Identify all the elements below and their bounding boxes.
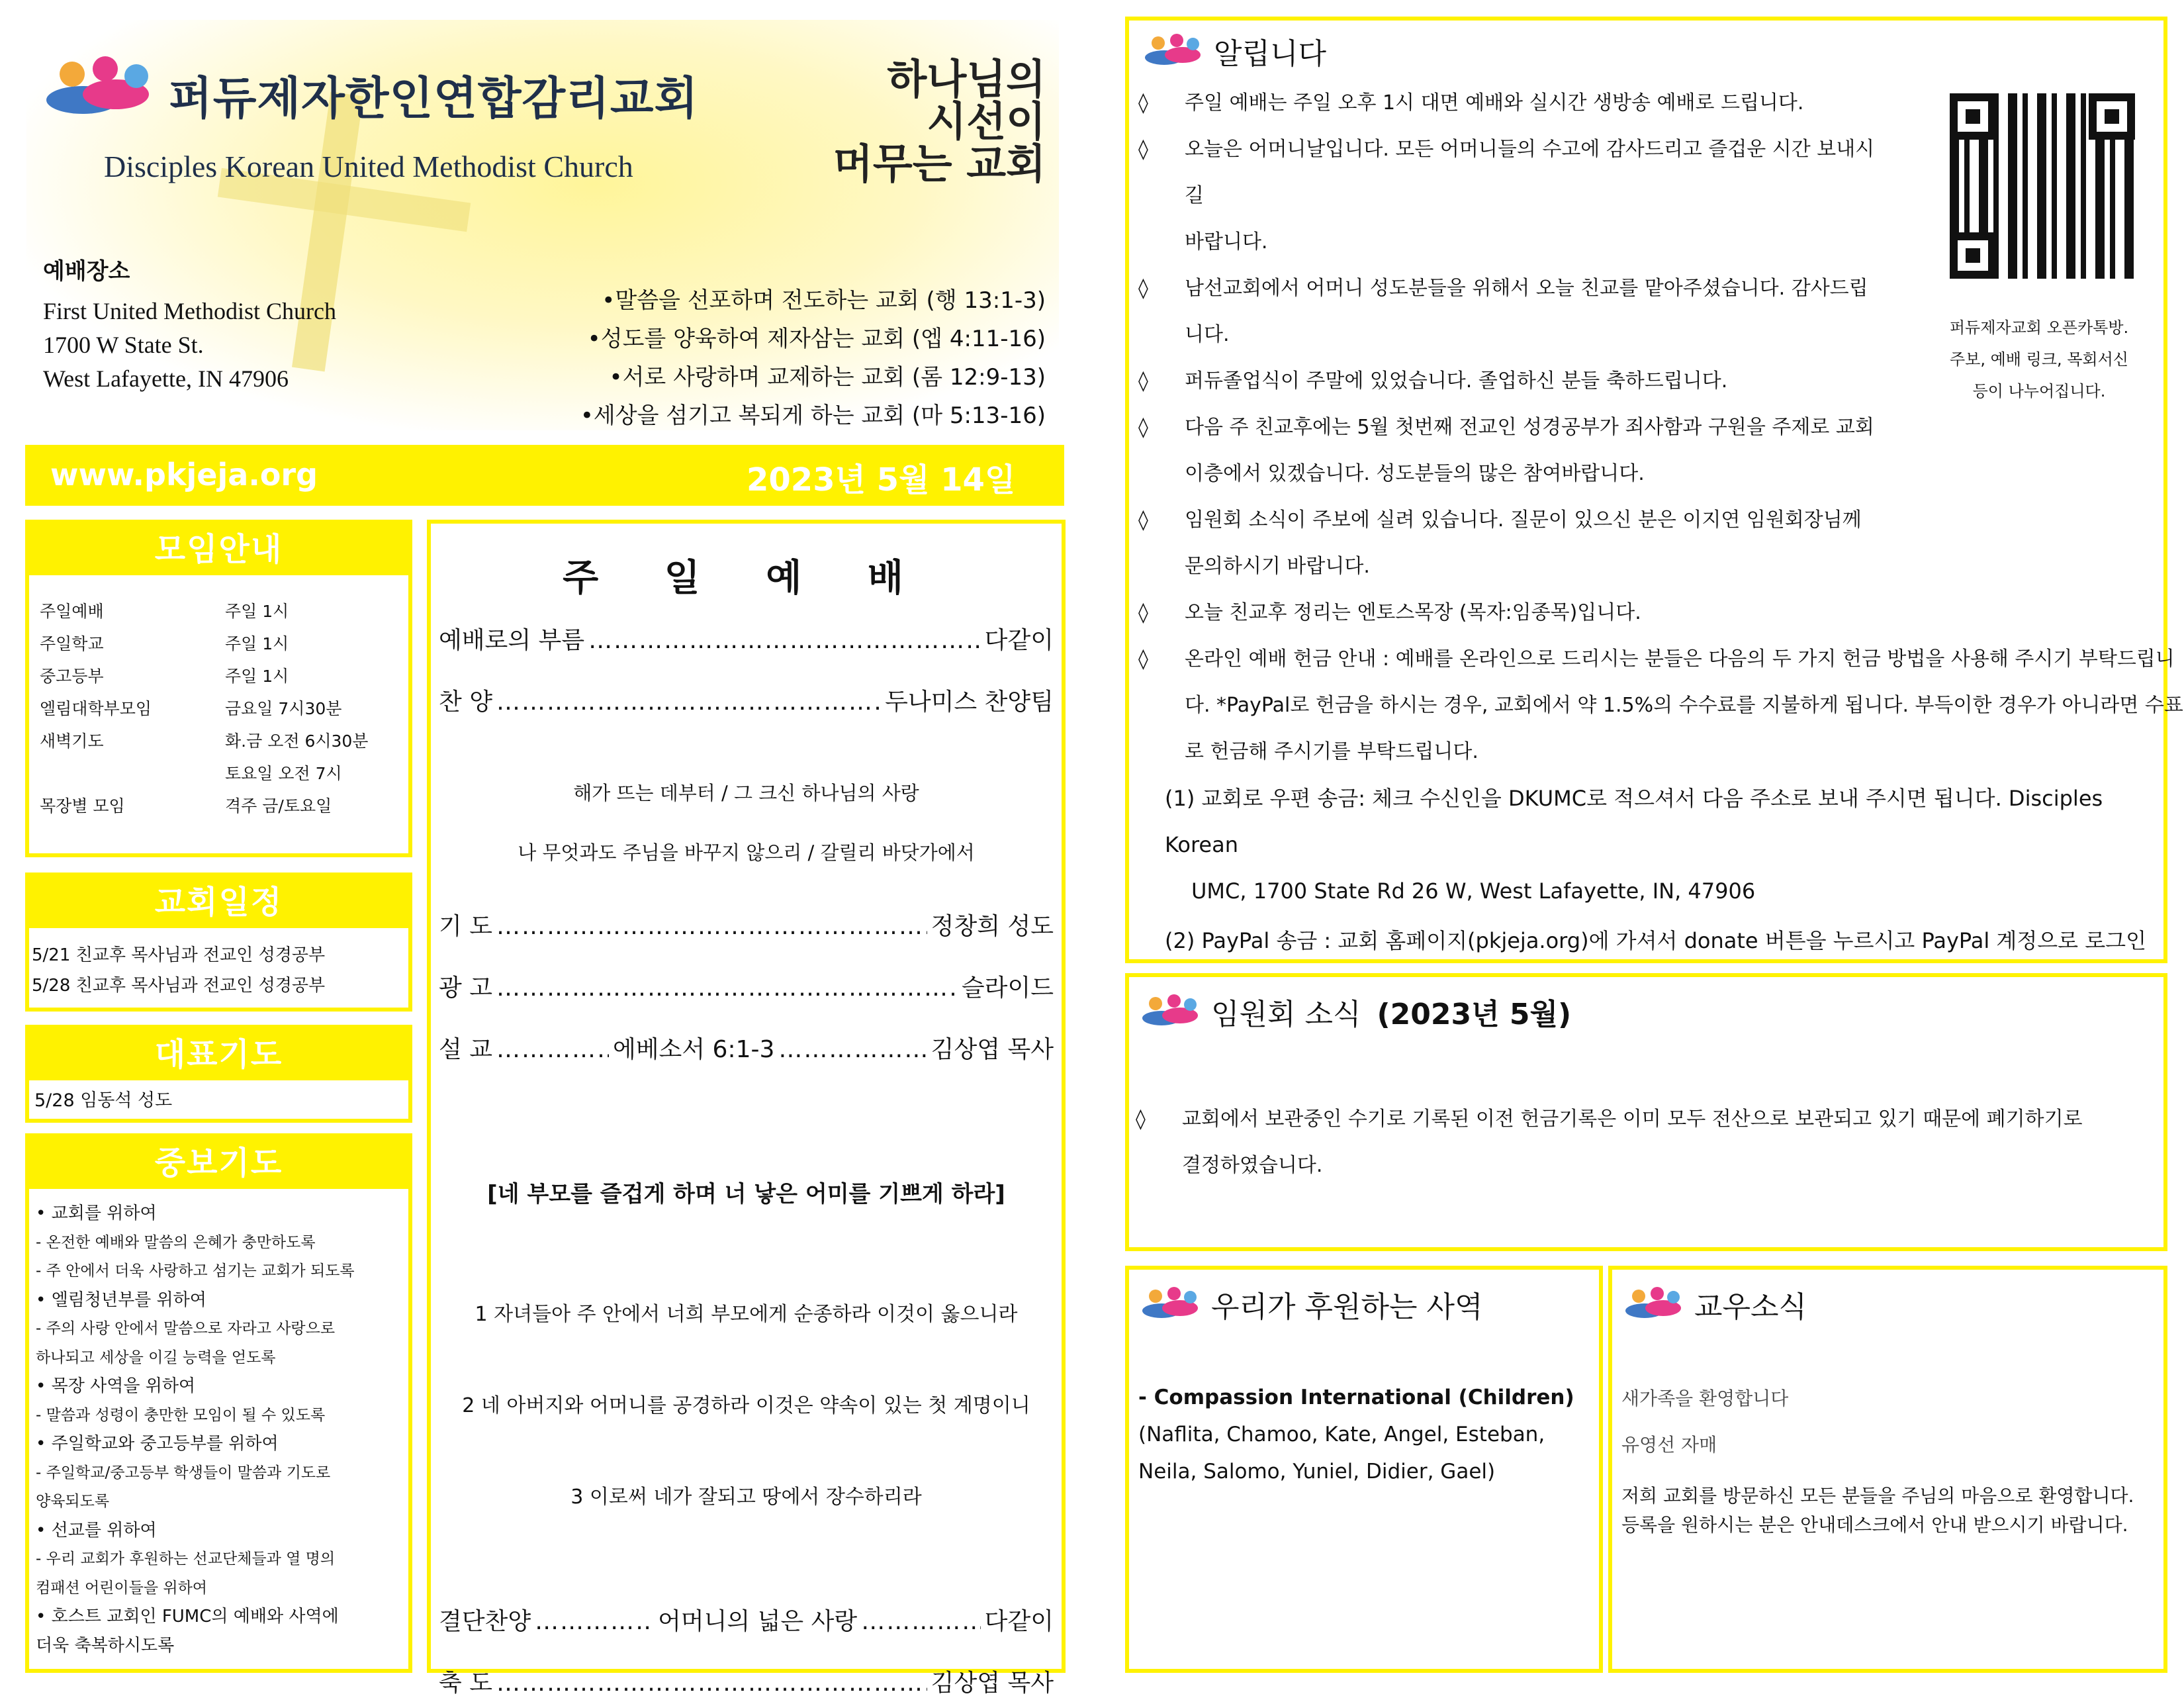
meeting-time: 격주 금/토요일 [225, 796, 332, 816]
qr-caption-line: 퍼듀제자교회 오픈카톡방. [1949, 318, 2129, 337]
missions-content [1138, 1379, 1574, 1490]
order-label: 축 도 [439, 1670, 492, 1697]
church-logo-icon [1142, 994, 1202, 1029]
notice-text: 다. *PayPal로 헌금을 하시는 경우, 교회에서 약 1.5%의 수수료를 지불하게 됩니다. 부득이한 경우가 아니라면 수표 [1185, 694, 2183, 717]
offering-text: (2) PayPal 송금 : 교회 홈페이지(pkjeja.org)에 가셔서 donate 버튼을 누르시고 PayPal 계정으로 로그인 [1165, 928, 2146, 953]
order-label: 설 교 [439, 1036, 492, 1063]
missions-title: 우리가 후원하는 사역 [1211, 1290, 1483, 1324]
intercession-line: • 엘림청년부를 위하여 [36, 1290, 206, 1310]
mission-children: Neila, Salomo, Yuniel, Didier, Gael) [1138, 1460, 1496, 1484]
order-label: 결단찬양 [439, 1608, 531, 1635]
welcome-text: 저희 교회를 방문하신 모든 분들을 주님의 마음으로 환영합니다. [1621, 1485, 2134, 1507]
meeting-name [40, 757, 225, 790]
board-text: 결정하였습니다. [1182, 1154, 1323, 1177]
sermon-scripture: 에베소서 6:1-3 [613, 1036, 775, 1063]
board-subtitle: (2023년 5월) [1377, 998, 1572, 1031]
intercession-line: • 교회를 위하여 [36, 1203, 157, 1223]
notice-text: 주일 예배는 주일 오후 1시 대면 예배와 실시간 생방송 예배로 드립니다. [1185, 91, 1804, 115]
notice-text: 로 헌금해 주시기를 부탁드립니다. [1185, 740, 1479, 763]
notice-text: 남선교회에서 어머니 성도분들을 위해서 오늘 친교를 맡아주셨습니다. 감사드립니다. [1185, 277, 1868, 346]
service-order [431, 622, 1062, 1698]
address-line-1: First United Methodist Church [43, 298, 336, 324]
intercession-line: - 주의 사랑 안에서 말씀으로 자라고 사랑으로 [36, 1320, 336, 1337]
notice-item [1138, 404, 1886, 497]
order-call-to-worship [439, 622, 1054, 655]
slogan-line-1: 하나님의 [887, 55, 1046, 103]
order-label: 광 고 [439, 974, 492, 1002]
order-praise [439, 683, 1054, 717]
service-box [427, 520, 1066, 1697]
notice-item [1138, 497, 1886, 590]
members-title: 교우소식 [1694, 1290, 1807, 1324]
meeting-name: 엘림대학부모임 [40, 699, 152, 718]
meeting-time: 화.금 오전 6시30분 [225, 731, 369, 751]
church-name-en: Disciples Korean United Methodist Church [104, 150, 633, 183]
mission-1: •말씀을 선포하며 전도하는 교회 (행 13:1-3) [602, 287, 1046, 314]
meetings-box [25, 520, 412, 857]
meeting-time: 토요일 오전 7시 [225, 764, 342, 783]
notice-item [1138, 590, 2151, 636]
website-link[interactable]: www.pkjeja.org [50, 457, 318, 493]
notice-item [1136, 1096, 2128, 1189]
schedule-box [25, 873, 412, 1012]
intercession-list [29, 1189, 408, 1660]
notice-text: 임원회 소식이 주보에 실려 있습니다. 질문이 있으신 분은 이지연 임원회장님께 [1185, 508, 1862, 532]
intercession-line: - 우리 교회가 후원하는 선교단체들과 열 명의 [36, 1550, 336, 1568]
church-name-ko: 퍼듀제자한인연합감리교회 [169, 73, 699, 125]
slogan-line-2: 시선이 [927, 97, 1046, 146]
mission-4: •세상을 섬기고 복되게 하는 교회 (마 5:13-16) [580, 402, 1046, 429]
mission-org: - Compassion International (Children) [1138, 1386, 1574, 1409]
missions-title-row [1142, 1283, 1599, 1325]
intercession-line: - 주 안에서 더욱 사랑하고 섬기는 교회가 되도록 [36, 1262, 355, 1280]
members-title-row [1625, 1283, 2163, 1325]
church-logo-icon [1625, 1287, 1685, 1321]
welcome-text: 등록을 원하시는 분은 안내데스크에서 안내 받으시기 바랍니다. [1621, 1514, 2128, 1536]
diamond-bullet-icon: ◊ [1138, 138, 1148, 161]
rep-prayer-box [25, 1025, 412, 1123]
notice-text: 오늘 친교후 정리는 엔토스목장 (목자:임종목)입니다. [1185, 601, 1641, 624]
schedule-item: 5/28 친교후 목사님과 전교인 성경공부 [32, 976, 326, 996]
church-logo-icon [46, 56, 159, 119]
intercession-line: - 말씀과 성령이 충만한 모임이 될 수 있도록 [36, 1406, 326, 1424]
intercession-line: • 주일학교와 중고등부를 위하여 [36, 1434, 279, 1454]
order-prayer [439, 908, 1054, 941]
notices-box [1125, 17, 2183, 963]
website-date-bar [25, 445, 1064, 506]
verse-line: 2 네 아버지와 어머니를 공경하라 이것은 약속이 있는 첫 계명이니 [462, 1394, 1030, 1417]
service-title: 주 일 예 배 [563, 557, 930, 600]
welcome-paragraph [1621, 1482, 2134, 1540]
schedule-title: 교회일정 [29, 876, 408, 928]
board-title: 임원회 소식 [1211, 998, 1361, 1031]
order-value: 다같이 [984, 1608, 1054, 1635]
intercession-line: 양육되도록 [36, 1493, 110, 1510]
meeting-time: 주일 1시 [225, 667, 289, 686]
board-news-box [1125, 973, 2167, 1251]
board-text: 교회에서 보관중인 수기로 기록된 이전 헌금기록은 이미 모두 전산으로 보관되고 있기 때문에 폐기하기로 [1182, 1108, 2083, 1131]
diamond-bullet-icon: ◊ [1138, 91, 1148, 115]
order-value: 두나미스 찬양팀 [885, 688, 1054, 716]
order-value: 김상엽 목사 [931, 1036, 1054, 1063]
schedule-item: 5/21 친교후 목사님과 전교인 성경공부 [32, 945, 326, 965]
intercession-line: 더욱 축복하시도록 [36, 1635, 175, 1656]
qr-caption-line: 등이 나누어집니다. [1972, 382, 2106, 401]
intercession-line: • 목장 사역을 위하여 [36, 1376, 196, 1396]
intercession-line: 컴패션 어린이들을 위하여 [36, 1579, 208, 1597]
diamond-bullet-icon: ◊ [1138, 277, 1148, 300]
notices-title: 알립니다 [1214, 37, 1327, 71]
missions-supported-box [1125, 1266, 1603, 1673]
praise-song-line: 해가 뜨는 데부터 / 그 크신 하나님의 사랑 [573, 782, 919, 804]
intercession-box [25, 1133, 412, 1673]
diamond-bullet-icon: ◊ [1138, 508, 1148, 532]
notice-text: 온라인 예배 헌금 안내 : 예배를 온라인으로 드리시는 분들은 다음의 두 가지 헌금 방법을 사용해 주시기 부탁드립니 [1185, 647, 2175, 671]
offering-text: UMC, 1700 State Rd 26 W, West Lafayette, IN, 47906 [1191, 878, 1756, 904]
church-logo [46, 56, 159, 122]
bulletin-date: 2023년 5월 14일 [747, 461, 1016, 498]
members-content [1621, 1376, 2134, 1540]
meeting-name: 목장별 모임 [40, 796, 125, 816]
notice-text: 다음 주 친교후에는 5월 첫번째 전교인 성경공부가 죄사함과 구원을 주제로 교회 [1185, 416, 1874, 439]
qr-caption [1910, 312, 2168, 407]
notice-text: 이층에서 있겠습니다. 성도분들의 많은 참여바랍니다. [1185, 462, 1645, 485]
address-line-2: 1700 W State St. [43, 332, 204, 358]
mission-3: •서로 사랑하며 교제하는 교회 (롬 12:9-13) [609, 364, 1046, 391]
scripture-verses [431, 1269, 1062, 1543]
diamond-bullet-icon: ◊ [1138, 369, 1148, 393]
order-value: 다같이 [984, 627, 1054, 654]
meeting-row [40, 660, 408, 692]
mission-2: •성도를 양육하여 제자삼는 교회 (엡 4:11-16) [587, 326, 1046, 352]
notice-item [1138, 358, 1886, 404]
members-news-box [1608, 1266, 2167, 1673]
qr-code-icon[interactable] [1950, 93, 2135, 279]
qr-caption-line: 주보, 예배 링크, 목회서신 [1950, 350, 2128, 369]
meeting-time: 금요일 7시30분 [225, 699, 342, 718]
order-value: 정창희 성도 [931, 913, 1054, 940]
order-value: 김상엽 목사 [931, 1670, 1054, 1697]
intercession-line: 하나되고 세상을 이길 능력을 얻도록 [36, 1348, 276, 1366]
meeting-name: 주일예배 [40, 602, 104, 621]
intercession-line: • 호스트 교회인 FUMC의 예배와 사역에 [36, 1607, 339, 1627]
praise-songs [431, 763, 1062, 882]
intercession-line: • 선교를 위하여 [36, 1520, 157, 1540]
praise-song-line: 나 무엇과도 주님을 바꾸지 않으리 / 갈릴리 바닷가에서 [518, 841, 975, 864]
meetings-list [29, 575, 408, 822]
order-value: 슬라이드 [961, 974, 1054, 1002]
diamond-bullet-icon: ◊ [1136, 1108, 1146, 1131]
mission-statements [569, 281, 1046, 435]
schedule-list [29, 928, 408, 1001]
verse-line: 1 자녀들아 주 안에서 너희 부모에게 순종하라 이것이 옳으니라 [475, 1303, 1018, 1326]
order-label: 찬 양 [439, 688, 492, 716]
meeting-name: 중고등부 [40, 667, 104, 686]
board-title-row [1142, 990, 2163, 1033]
notice-item [1138, 80, 1886, 126]
meeting-row [40, 757, 408, 790]
intercession-title: 중보기도 [29, 1137, 408, 1189]
meeting-row [40, 595, 408, 628]
church-logo-icon [1142, 1287, 1202, 1321]
verse-line: 3 이로써 네가 잘되고 땅에서 장수하리라 [570, 1486, 922, 1509]
rep-prayer-item: 5/28 임동석 성도 [34, 1090, 173, 1111]
notice-item [1138, 636, 2183, 775]
worship-place-label: 예배장소 [43, 258, 130, 285]
order-label: 예배로의 부름 [439, 627, 585, 654]
address-line-3: West Lafayette, IN 47906 [43, 365, 289, 392]
mission-children: (Naflita, Chamoo, Kate, Angel, Esteban, [1138, 1423, 1545, 1446]
diamond-bullet-icon: ◊ [1138, 416, 1148, 439]
order-closing-hymn [439, 1603, 1054, 1636]
notice-text: 바랍니다. [1185, 230, 1268, 254]
slogan [807, 55, 1046, 188]
offering-text: (1) 교회로 우편 송금: 체크 수신인을 DKUMC로 적으셔서 다음 주소로 보내 주시면 됩니다. Disciples Korean [1165, 786, 2103, 857]
notice-text: 오늘은 어머니날입니다. 모든 어머니들의 수고에 감사드리고 즐겁운 시간 보내시길 [1185, 138, 1875, 207]
meetings-title: 모임안내 [29, 524, 408, 575]
order-announcements [439, 969, 1054, 1003]
notice-item [1138, 126, 1886, 265]
rep-prayer-title: 대표기도 [29, 1029, 408, 1080]
offering-method-1 [1165, 775, 2151, 914]
address [43, 295, 336, 396]
meeting-name: 새벽기도 [40, 731, 104, 751]
church-logo-icon [1145, 34, 1205, 68]
meeting-time: 주일 1시 [225, 634, 289, 653]
intercession-line: - 온전한 예배와 말씀의 은혜가 충만하도록 [36, 1233, 316, 1251]
welcome-line: 새가족을 환영합니다 [1621, 1388, 1789, 1409]
slogan-line-3: 머무는 교회 [833, 140, 1046, 188]
meeting-row [40, 790, 408, 822]
new-member-names: 유영선 자매 [1621, 1434, 1717, 1456]
notices-title-row [1145, 30, 2163, 72]
order-sermon [439, 1031, 1054, 1064]
closing-hymn-title: 어머니의 넓은 사랑 [658, 1608, 858, 1635]
meeting-time: 주일 1시 [225, 602, 289, 621]
meeting-row [40, 628, 408, 660]
notice-text: 퍼듀졸업식이 주말에 있었습니다. 졸업하신 분들 축하드립니다. [1185, 369, 1728, 393]
diamond-bullet-icon: ◊ [1138, 647, 1148, 671]
sermon-title: [네 부모를 즐겁게 하며 너 낳은 어미를 기쁘게 하라] [487, 1181, 1005, 1207]
notice-item [1138, 265, 1886, 358]
meeting-row [40, 692, 408, 725]
meeting-name: 주일학교 [40, 634, 104, 653]
notice-text: 문의하시기 바랍니다. [1185, 555, 1370, 578]
order-benediction [439, 1664, 1054, 1698]
order-label: 기 도 [439, 913, 492, 940]
intercession-line: - 주일학교/중고등부 학생들이 말씀과 기도로 [36, 1464, 331, 1482]
meeting-row [40, 725, 408, 757]
diamond-bullet-icon: ◊ [1138, 601, 1148, 624]
